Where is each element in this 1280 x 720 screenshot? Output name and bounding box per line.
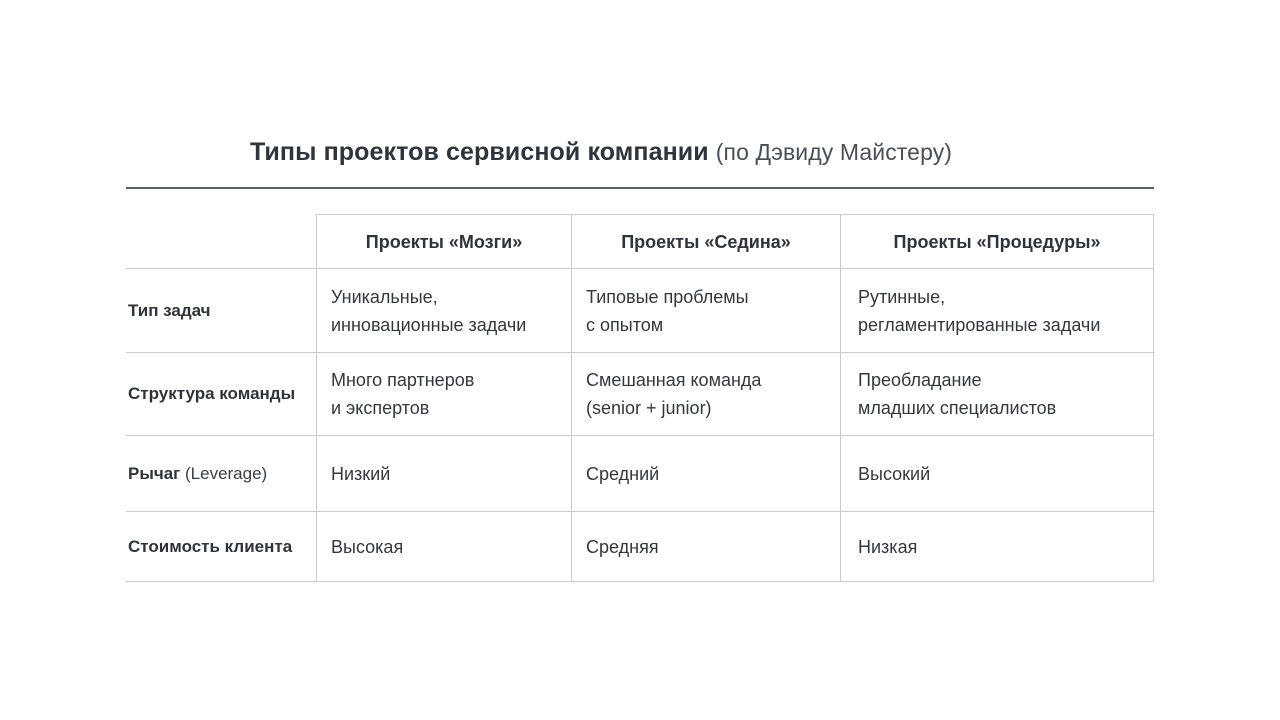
table-cell: Низкий [331, 463, 391, 484]
row-label-team-structure [128, 353, 314, 435]
table-line-bottom [126, 581, 1154, 582]
title-subtitle: (по Дэвиду Майстеру) [715, 139, 953, 165]
title-divider [126, 187, 1154, 189]
table-cell: Высокий [858, 463, 931, 484]
row-label-text: Тип задач [128, 300, 211, 320]
table-cell: Рутинные, регламентированные задачи [858, 286, 1101, 335]
comparison-table [126, 214, 1154, 582]
table-cell: Средний [586, 463, 660, 484]
table-cell: Уникальные, инновационные задачи [331, 286, 527, 335]
table-line-right [1153, 214, 1154, 582]
table-cell: Смешанная команда (senior + junior) [586, 370, 762, 418]
table-cell: Высокая [331, 536, 404, 557]
row-label-leverage [128, 436, 314, 511]
table-line-col3-left [840, 214, 841, 582]
page-title [250, 138, 952, 167]
table-line-col1-left [316, 214, 317, 582]
table-cell: Много партнеров и экспертов [331, 370, 475, 418]
table-cell: Низкая [858, 536, 918, 557]
column-header-grey-hair: Проекты «Седина» [621, 231, 791, 252]
row-label-text: Структура команды [128, 384, 296, 403]
row-label-note: (Leverage) [185, 463, 268, 483]
row-label-text: Стоимость клиента [128, 536, 293, 556]
table-cell: Средняя [586, 536, 659, 557]
row-label-client-cost [128, 512, 314, 581]
column-header-procedures: Проекты «Процедуры» [893, 231, 1101, 252]
row-label-task-type [128, 269, 314, 352]
table-cell: Преобладание младших специалистов [858, 370, 1057, 418]
column-header-brains: Проекты «Мозги» [365, 231, 523, 252]
table-line-col2-left [571, 214, 572, 582]
table-cell: Типовые проблемы с опытом [586, 286, 749, 335]
title-main: Типы проектов сервисной компании [250, 138, 709, 166]
row-label-text: Рычаг [128, 463, 181, 483]
